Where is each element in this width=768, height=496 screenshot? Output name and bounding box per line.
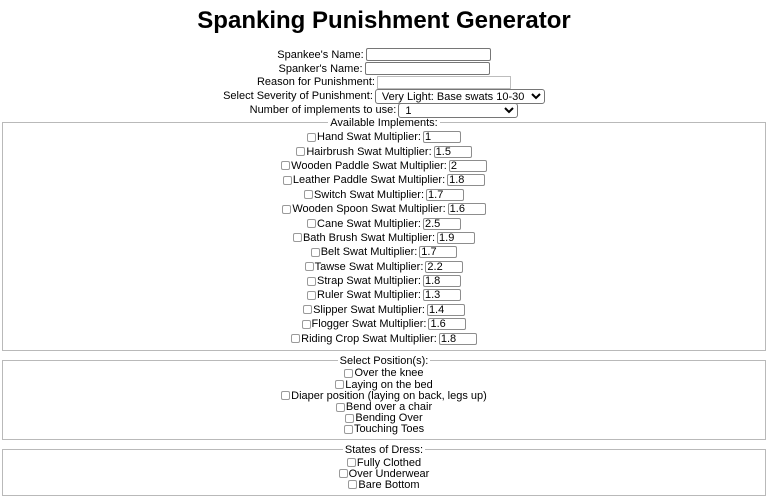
implement-label-wooden-spoon: Wooden Spoon Swat Multiplier: (292, 203, 446, 216)
implement-checkbox-cane[interactable] (307, 219, 316, 228)
implement-label-flogger: Flogger Swat Multiplier: (311, 318, 427, 331)
position-label-bend-over-a-chair: Bend over a chair (345, 401, 433, 413)
implement-label-hand: Hand Swat Multiplier: (317, 131, 421, 144)
implement-checkbox-wooden-paddle[interactable] (281, 161, 290, 170)
implement-label-cane: Cane Swat Multiplier: (317, 217, 421, 230)
implement-multiplier-input-slipper[interactable] (427, 304, 465, 316)
severity-label: Select Severity of Punishment: (223, 90, 373, 103)
form-row-severity (0, 89, 768, 103)
implement-checkbox-leather-paddle[interactable] (283, 176, 292, 185)
implement-label-wooden-paddle: Wooden Paddle Swat Multiplier: (291, 159, 447, 172)
position-checkbox-diaper-position[interactable] (281, 391, 290, 400)
implement-label-slipper: Slipper Swat Multiplier: (313, 303, 425, 316)
implement-label-switch: Switch Swat Multiplier: (313, 188, 425, 201)
implement-multiplier-input-wooden-spoon[interactable] (448, 203, 486, 215)
implement-row-leather-paddle (3, 173, 765, 187)
position-row-bend-over-a-chair (3, 401, 765, 412)
implement-row-tawse (3, 260, 765, 274)
position-checkbox-touching-toes[interactable] (344, 425, 353, 434)
implement-row-cane (3, 216, 765, 230)
implement-checkbox-bath-brush[interactable] (293, 233, 302, 242)
implement-multiplier-input-switch[interactable] (426, 189, 464, 201)
position-row-diaper-position (3, 390, 765, 401)
implement-multiplier-input-hand[interactable] (423, 131, 461, 143)
implement-multiplier-input-flogger[interactable] (428, 318, 466, 330)
implement-multiplier-input-belt[interactable] (419, 246, 457, 258)
spankee-name-input[interactable] (366, 48, 491, 61)
implement-checkbox-hairbrush[interactable] (296, 147, 305, 156)
position-label-bending-over: Bending Over (355, 412, 423, 425)
implement-row-riding-crop (3, 331, 765, 345)
implement-label-hairbrush: Hairbrush Swat Multiplier: (306, 145, 432, 158)
implement-label-tawse: Tawse Swat Multiplier: (314, 260, 424, 273)
reason-input[interactable] (377, 76, 511, 89)
dress-row-over-underwear (3, 468, 765, 479)
punishment-form (0, 48, 768, 496)
dress-row-bare-bottom (3, 479, 765, 490)
implement-checkbox-hand[interactable] (307, 133, 316, 142)
positions-legend: Select Position(s): (339, 354, 429, 367)
position-checkbox-over-the-knee[interactable] (344, 369, 353, 378)
implement-checkbox-flogger[interactable] (302, 320, 311, 329)
implement-label-leather-paddle: Leather Paddle Swat Multiplier: (292, 174, 446, 187)
spanker-name-label: Spanker's Name: (278, 62, 363, 75)
implement-label-ruler: Ruler Swat Multiplier: (317, 289, 421, 302)
dress-fieldset (2, 444, 766, 496)
positions-fieldset (2, 355, 766, 440)
implement-checkbox-switch[interactable] (304, 190, 313, 199)
implement-row-ruler (3, 288, 765, 302)
form-row-spanker (0, 62, 768, 76)
form-row-spankee (0, 48, 768, 62)
implement-label-belt: Belt Swat Multiplier: (320, 246, 418, 259)
position-label-diaper-position: Diaper position (laying on back, legs up) (291, 389, 487, 402)
implement-checkbox-slipper[interactable] (303, 305, 312, 314)
implement-row-strap (3, 274, 765, 288)
implement-row-flogger (3, 317, 765, 331)
implement-row-wooden-spoon (3, 202, 765, 216)
position-checkbox-bend-over-a-chair[interactable] (336, 403, 345, 412)
implement-row-wooden-paddle (3, 159, 765, 173)
implement-multiplier-input-strap[interactable] (423, 275, 461, 287)
implement-multiplier-input-cane[interactable] (423, 218, 461, 230)
spankee-name-label: Spankee's Name: (277, 48, 364, 61)
dress-checkbox-bare-bottom[interactable] (348, 480, 357, 489)
position-row-over-the-knee (3, 368, 765, 379)
spanker-name-input[interactable] (365, 62, 490, 75)
implement-multiplier-input-leather-paddle[interactable] (447, 174, 485, 186)
implement-multiplier-input-wooden-paddle[interactable] (449, 160, 487, 172)
page-title: Spanking Punishment Generator (197, 7, 571, 34)
implement-row-bath-brush (3, 231, 765, 245)
implement-multiplier-input-ruler[interactable] (423, 289, 461, 301)
implement-checkbox-strap[interactable] (307, 277, 316, 286)
implement-row-belt (3, 245, 765, 259)
dress-row-fully-clothed (3, 457, 765, 468)
dress-label-fully-clothed: Fully Clothed (356, 456, 422, 469)
implement-label-strap: Strap Swat Multiplier: (317, 275, 421, 288)
form-row-reason (0, 76, 768, 90)
implement-row-switch (3, 188, 765, 202)
implement-multiplier-input-hairbrush[interactable] (434, 146, 472, 158)
position-row-laying-on-the-bed (3, 379, 765, 390)
dress-label-over-underwear: Over Underwear (348, 467, 430, 480)
reason-label: Reason for Punishment: (256, 76, 375, 89)
implements-fieldset (2, 117, 766, 351)
implement-checkbox-wooden-spoon[interactable] (282, 205, 291, 214)
position-label-over-the-knee: Over the knee (354, 367, 424, 380)
dress-legend: States of Dress: (344, 443, 424, 456)
implement-checkbox-ruler[interactable] (307, 291, 316, 300)
position-checkbox-laying-on-the-bed[interactable] (335, 380, 344, 389)
dress-label-bare-bottom: Bare Bottom (358, 478, 420, 491)
implements-legend: Available Implements: (330, 116, 438, 129)
implement-row-hairbrush (3, 144, 765, 158)
dress-checkbox-fully-clothed[interactable] (347, 458, 356, 467)
implement-checkbox-riding-crop[interactable] (291, 334, 300, 343)
implement-checkbox-tawse[interactable] (305, 262, 314, 271)
dress-checkbox-over-underwear[interactable] (339, 469, 348, 478)
implement-label-riding-crop: Riding Crop Swat Multiplier: (301, 332, 437, 345)
implement-count-select[interactable] (398, 103, 518, 118)
implement-multiplier-input-tawse[interactable] (425, 261, 463, 273)
implement-label-bath-brush: Bath Brush Swat Multiplier: (302, 231, 436, 244)
implement-count-label: Number of implements to use: (249, 104, 397, 117)
implement-row-hand (3, 130, 765, 144)
position-label-touching-toes: Touching Toes (353, 423, 425, 436)
implement-multiplier-input-riding-crop[interactable] (439, 333, 477, 345)
position-row-touching-toes (3, 424, 765, 435)
implement-row-slipper (3, 303, 765, 317)
implement-multiplier-input-bath-brush[interactable] (437, 232, 475, 244)
position-label-laying-on-the-bed: Laying on the bed (345, 378, 433, 391)
form-row-implement-count (0, 103, 768, 117)
position-row-bending-over (3, 413, 765, 424)
implement-checkbox-belt[interactable] (311, 248, 320, 257)
position-checkbox-bending-over[interactable] (345, 414, 354, 423)
severity-select[interactable] (375, 89, 545, 104)
